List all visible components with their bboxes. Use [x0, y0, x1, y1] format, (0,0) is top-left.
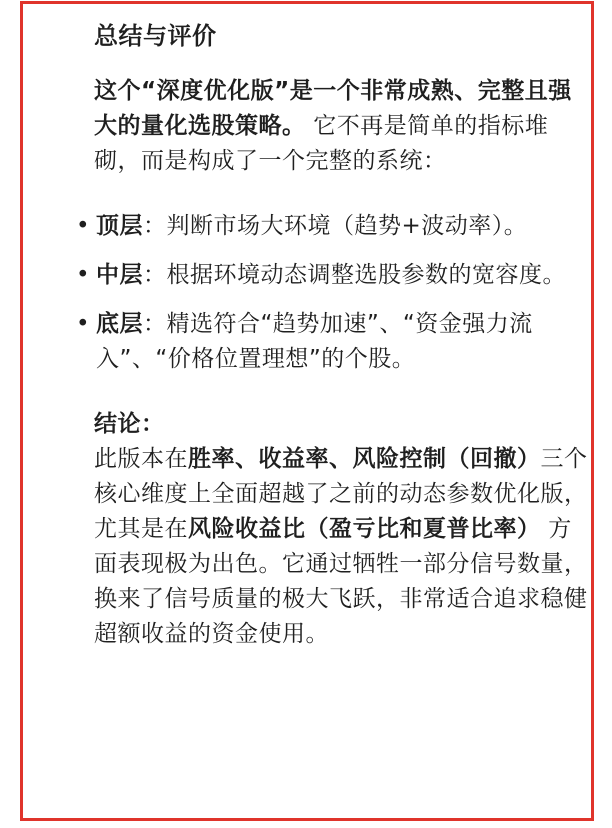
section-heading: 总结与评价: [94, 22, 217, 50]
layer-label: 中层: [96, 262, 143, 288]
layer-description: ：根据环境动态调整选股参数的宽容度。: [143, 262, 566, 288]
layer-list: [76, 209, 594, 377]
intro-rest-text: 它不再是简单的指标堆砌，而是构成了一个完整的系统：: [94, 113, 549, 174]
layer-description: ：精选符合“趋势加速”、“资金强力流入”、“价格位置理想”的个股。: [96, 311, 533, 372]
layer-label: 底层: [96, 311, 143, 337]
conclusion-text-2: 三个核心维度上全面超越了之前的动态参数优化版，尤其是在: [94, 446, 588, 542]
summary-content: [76, 16, 594, 652]
list-item-middle-layer: [76, 258, 594, 293]
conclusion-bold-1: 胜率、收益率、风险控制（回撤）: [188, 446, 541, 472]
conclusion-title: 结论：: [94, 411, 165, 437]
conclusion-bold-2: 风险收益比（盈亏比和夏普比率）: [188, 516, 541, 542]
conclusion-text-1: 此版本在: [94, 446, 188, 472]
list-item-bottom-layer: [76, 307, 594, 377]
intro-paragraph: [94, 74, 594, 179]
conclusion-text-3: 方面表现极为出色。它通过牺牲一部分信号数量，换来了信号质量的极大飞跃，非常适合追求稳健超额收益的资金使用。: [94, 516, 588, 647]
list-item-top-layer: [76, 209, 594, 244]
bullet-icon: •: [76, 262, 91, 288]
layer-label: 顶层: [96, 213, 143, 239]
bullet-icon: •: [76, 213, 91, 239]
intro-bold-text: 这个“深度优化版”是一个非常成熟、完整且强大的量化选股策略。: [94, 78, 572, 139]
bullet-icon: •: [76, 311, 91, 337]
conclusion-paragraph: [94, 442, 594, 652]
layer-description: ：判断市场大环境（趋势+波动率）。: [143, 213, 528, 239]
